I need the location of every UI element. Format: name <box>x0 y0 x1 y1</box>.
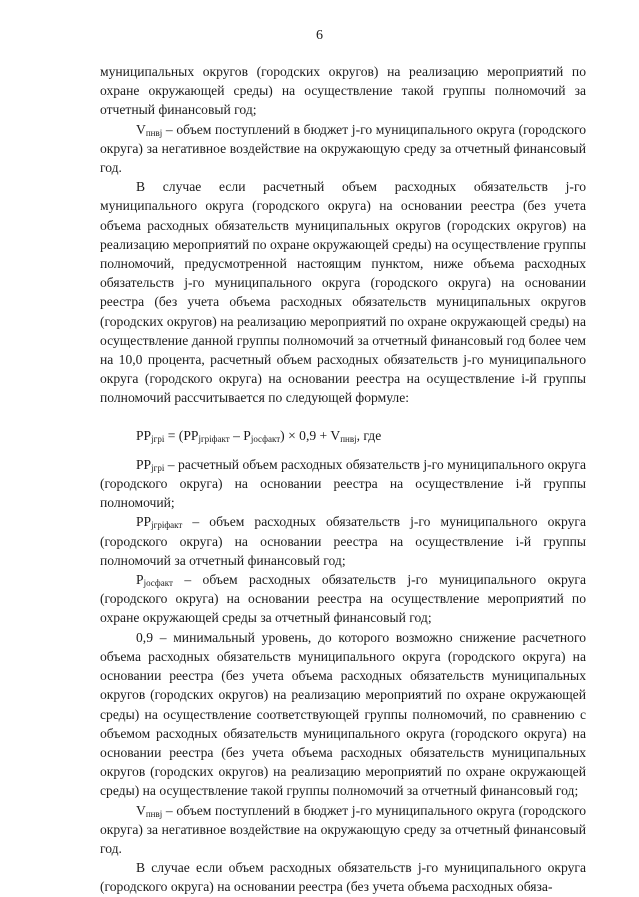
formula-part: PP <box>136 427 152 443</box>
definition-pp-jgri <box>100 455 586 513</box>
definition-text: – расчетный объем расходных обязательств j-го муниципального округа (городского округа) на основании реестра на осуществление i-й группы полномочий; <box>100 456 586 511</box>
formula <box>100 426 586 445</box>
symbol: PP <box>136 456 152 472</box>
formula-subscript: jгрi <box>151 433 165 444</box>
symbol-subscript: пнвj <box>145 808 163 819</box>
formula-part: , где <box>356 427 382 443</box>
definition-coefficient: 0,9 – минимальный уровень, до которого возможно снижение расчетного объема расходных обязательств муниципального округа (городского округа) на основании реестра (без учета объема расходных обязательств муниципальных округов (городских округов) на реализацию мероприятий по охране окружающей среды) на осуществление соответствующей группы полномочий, по сравнению с объемом расходных обязательств муниципального округа (городского округа) на основании реестра (без учета объема расходных обязательств муниципальных округов (городских округов) на реализацию мероприятий по охране окружающей среды) на осуществление такой группы полномочий за отчетный финансовый год; <box>100 629 586 799</box>
formula-part: ) × 0,9 + V <box>280 427 341 443</box>
symbol: V <box>136 802 146 818</box>
paragraph-condition: В случае если расчетный объем расходных обязательств j-го муниципального округа (городского округа) на основании реестра (без учета объема расходных обязательств муниципальных округов (городских округов) на реализацию мероприятий по охране окружающей среды) на осуществление группы полномочий, предусмотренной настоящим пунктом, ниже объема расходных обязательств j-го муниципального округа (городского округа) на основании реестра (без учета объема расходных обязательств муниципальных округов (городских округов) на реализацию мероприятий по охране окружающей среды) на осуществление данной группы полномочий за отчетный финансовый год более чем на 10,0 процента, расчетный объем расходных обязательств j-го муниципального округа (городского округа) на основании реестра на осуществление i-й группы полномочий рассчитывается по следующей формуле: <box>100 179 586 406</box>
definition-pp-jgrifakt <box>100 512 586 570</box>
paragraph-continuation: муниципальных округов (городских округов) на реализацию мероприятий по охране окружающей среды) на осуществление такой группы полномочий за отчетный финансовый год; <box>100 64 586 118</box>
symbol-subscript: jгрiфакт <box>151 520 183 531</box>
definition-text: – объем расходных обязательств j-го муниципального округа (городского округа) на основании реестра на осуществление мероприятий по охране окружающей среды за отчетный финансовый год; <box>100 572 586 626</box>
formula-part: – P <box>229 427 251 443</box>
paragraph-last: В случае если объем расходных обязательств j-го муниципального округа (городского округа) на основании реестра (без учета объема расходных обяза- <box>100 860 586 895</box>
definition-v-pnv-2 <box>100 801 586 859</box>
definition-text: – объем поступлений в бюджет j-го муниципального округа (городского округа) за негативное воздействие на окружающую среду за отчетный финансовый год. <box>100 802 586 856</box>
page-number: 6 <box>316 28 323 43</box>
formula-subscript: пнвj <box>340 433 357 444</box>
definition-text: – объем поступлений в бюджет j-го муниципального округа (городского округа) за негативное воздействие на окружающую среду за отчетный финансовый год. <box>100 121 586 176</box>
document-body <box>100 62 586 897</box>
symbol: P <box>136 572 144 588</box>
symbol: V <box>136 121 146 137</box>
definition-p-josfakt <box>100 570 586 628</box>
definition-text: – объем расходных обязательств j-го муниципального округа (городского округа) на основании реестра на осуществление i-й группы полномочий за отчетный финансовый год; <box>100 514 586 568</box>
formula-subscript: jосфакт <box>250 433 281 444</box>
symbol-subscript: пнвj <box>145 127 163 138</box>
definition-v-pnv-1 <box>100 120 586 178</box>
symbol-subscript: jосфакт <box>143 578 173 589</box>
formula-subscript: jгрiфакт <box>198 433 230 444</box>
symbol: PP <box>136 514 152 530</box>
symbol-subscript: jгрi <box>151 462 165 473</box>
formula-part: = (PP <box>164 427 199 443</box>
